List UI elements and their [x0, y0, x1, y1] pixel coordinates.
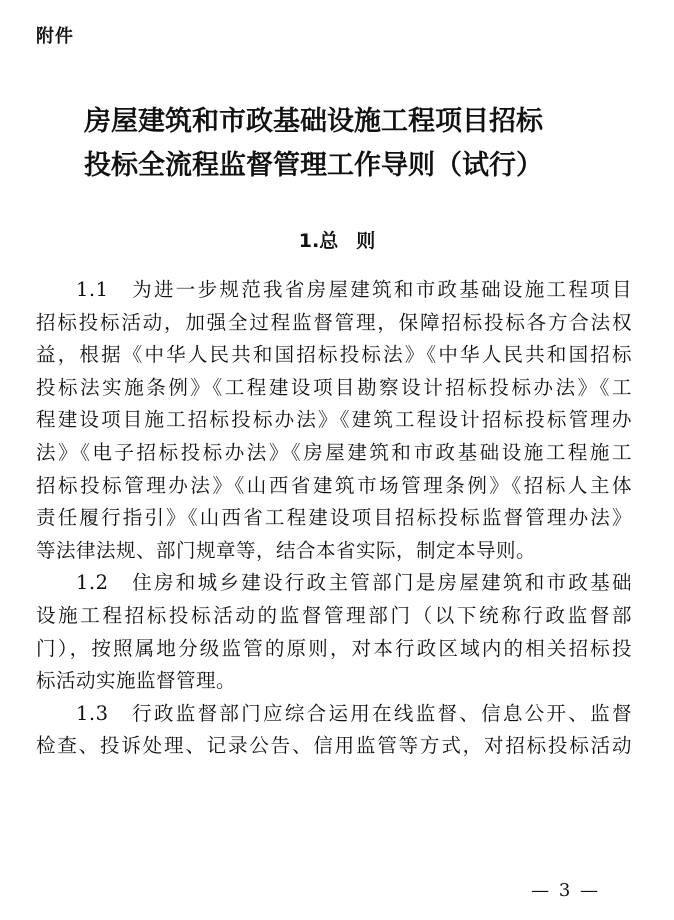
- paragraph-1-1: [36, 274, 632, 567]
- body-line: 程建设项目施工招标投标办法》《建筑工程设计招标投标管理办: [36, 408, 632, 432]
- body-line: 1.1 为进一步规范我省房屋建筑和市政基础设施工程项目: [76, 278, 632, 301]
- body-line: 门），按照属地分级监管的原则，对本行政区域内的相关招标投: [36, 636, 632, 660]
- body-line: 检查、投诉处理、记录公告、信用监管等方式，对招标投标活动: [36, 734, 632, 758]
- section-heading: [0, 226, 674, 253]
- attachment-label: 附件: [36, 26, 74, 47]
- paragraph-1-2: [36, 567, 632, 697]
- body-line: 1.2 住房和城乡建设行政主管部门是房屋建筑和市政基础: [76, 571, 632, 595]
- body-line: 等法律法规、部门规章等，结合本省实际，制定本导则。: [36, 538, 537, 562]
- body-line: 益，根据《中华人民共和国招标投标法》《中华人民共和国招标: [36, 343, 632, 367]
- body-line: 责任履行指引》《山西省工程建设项目招标投标监督管理办法》: [36, 506, 632, 530]
- body-line: 设施工程招标投标活动的监督管理部门（以下统称行政监督部: [36, 603, 632, 627]
- body-line: 招标投标管理办法》《山西省建筑市场管理条例》《招标人主体: [36, 473, 632, 497]
- paragraph-1-3: [36, 698, 632, 763]
- body-line: 法》《电子招标投标办法》《房屋建筑和市政基础设施工程施工: [36, 440, 632, 464]
- title-line-1: 房屋建筑和市政基础设施工程项目招标: [84, 106, 543, 137]
- document-title: [84, 100, 644, 188]
- section-number: 1.总: [298, 230, 339, 252]
- document-body: [36, 274, 632, 763]
- page-number: — 3 —: [531, 880, 600, 901]
- body-line: 招标投标活动，加强全过程监督管理，保障招标投标各方合法权: [36, 310, 632, 334]
- body-line: 1.3 行政监督部门应综合运用在线监督、信息公开、监督: [76, 701, 632, 725]
- section-name: 则: [356, 230, 376, 252]
- body-line: 投标法实施条例》《工程建设项目勘察设计招标投标办法》《工: [36, 375, 632, 399]
- title-line-2: 投标全流程监督管理工作导则（试行）: [84, 150, 543, 181]
- body-line: 标活动实施监督管理。: [36, 669, 237, 693]
